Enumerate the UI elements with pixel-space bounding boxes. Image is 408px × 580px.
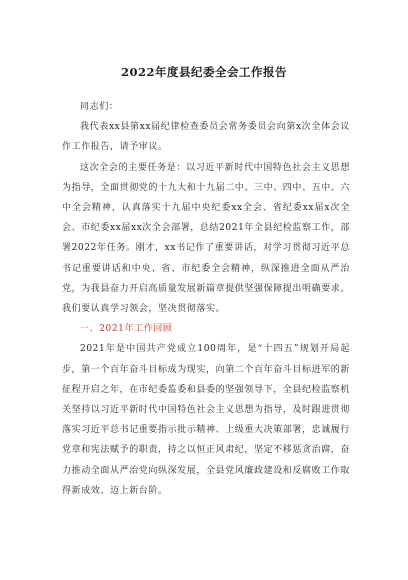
paragraph-intro: 我代表xx县第xx届纪律检查委员会常务委员会向第x次全体会议作工作报告，请予审议。 <box>62 122 350 153</box>
section-heading: 一、2021年工作回顾 <box>80 324 173 335</box>
paragraph-tasks: 这次全会的主要任务是：以习近平新时代中国特色社会主义思想为指导，全面贯彻党的十九大和十九届二中、三中、四中、五中、六中全会精神，认真落实十九届中央纪委xx全会、省纪委xx届x次全会、市纪委xx届xx次全会部署，总结2021年全县纪检监察工作，部署2022年任务。刚才，xx书记作了重要讲话，对学习贯彻习近平总书记重要讲话和中央、省、市纪委全会精神，纵深推进全面从严治党，为我县奋力开启高质量发展新篇章提供坚强保障提出明确要求。我们要认真学习领会，坚决贯彻落实。 <box>62 162 351 315</box>
paragraph-review: 2021年是中国共产党成立100周年，是“十四五”规划开局起步，第一个百年奋斗目标成为现实，向第二个百年奋斗目标进军的新征程开启之年，在市纪委监委和县委的坚强领导下，全县纪检监察机关坚持以习近平新时代中国特色社会主义思想为指导，及时跟进贯彻落实习近平总书记重要指示批示精神、上级重大决策部署，忠诚履行党章和宪法赋予的职责，持之以恒正风肃纪，坚定不移惩贪治腐，奋力推动全面从严治党向纵深发展，全县党风廉政建设和反腐败工作取得新成效、迈上新台阶。 <box>62 344 351 496</box>
greeting: 同志们： <box>80 102 119 112</box>
document-title: 2022年度县纪委全会工作报告 <box>120 65 287 79</box>
document-body <box>62 97 350 501</box>
